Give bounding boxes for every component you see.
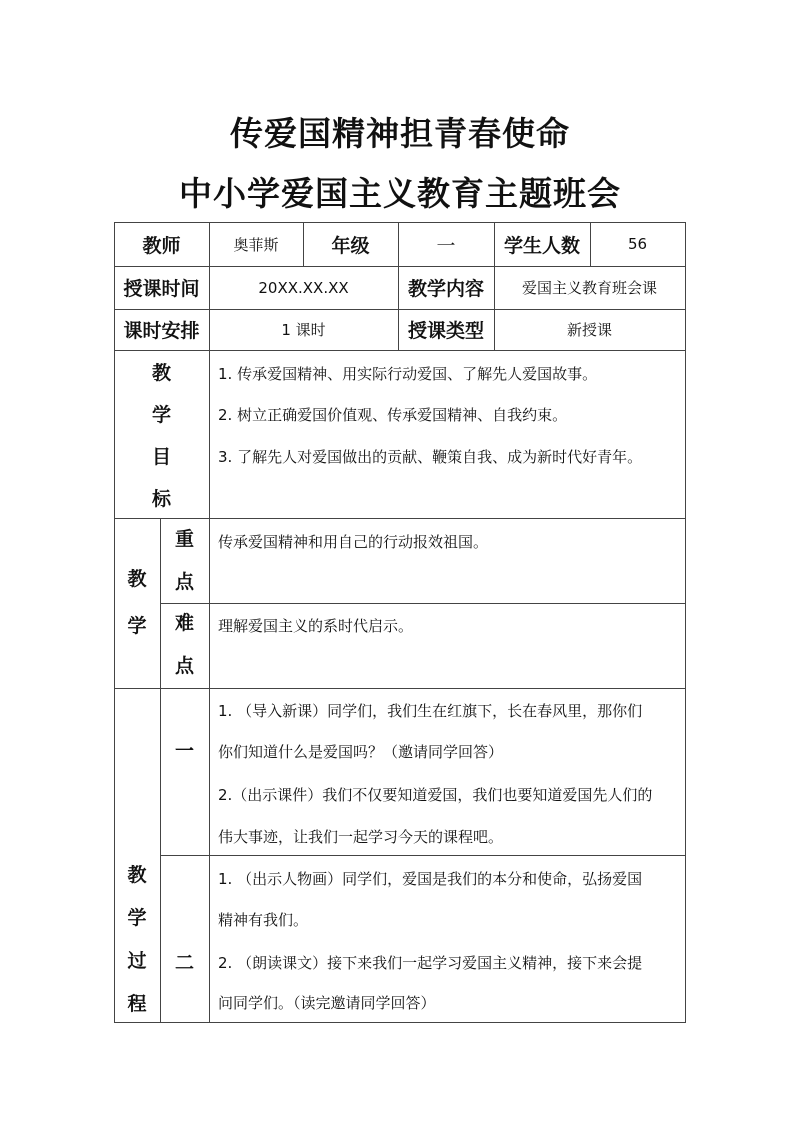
content-value: 爱国主义教育班会课 [521, 279, 657, 297]
time-label: 授课时间 [123, 278, 200, 300]
goals-label-char: 教 [151, 362, 171, 384]
students-value: 56 [627, 235, 648, 253]
grade-label: 年级 [331, 234, 370, 257]
table-line [160, 855, 686, 856]
process-step1-line: 你们知道什么是爱国吗？（邀请同学回答） [218, 743, 504, 761]
key-point-label-char: 重 [174, 528, 194, 550]
type-label: 授课类型 [407, 320, 484, 342]
key-point-label [160, 530, 209, 592]
grade-value: 一 [436, 234, 456, 257]
hours-label: 课时安排 [123, 320, 200, 342]
process-label-char: 程 [127, 993, 147, 1015]
type-value: 新授课 [566, 321, 612, 339]
process-step1-line: 1. （导入新课）同学们，我们生在红旗下，长在春风里，那你们 [218, 702, 643, 720]
table-line [160, 603, 686, 604]
document-title-line2: 中小学爱国主义教育主题班会 [179, 174, 621, 213]
goal-item: 2. 树立正确爱国价值观、传承爱国精神、自我约束。 [218, 406, 568, 424]
process-step2-line: 2. （朗读课文）接下来我们一起学习爱国主义精神，接下来会提 [218, 954, 643, 972]
goals-label-char: 目 [151, 446, 171, 468]
table-line [685, 222, 686, 1023]
process-label-char: 学 [127, 907, 147, 929]
table-line [114, 1022, 686, 1023]
process-label [114, 866, 160, 1014]
process-step2-line: 问同学们。（读完邀请同学回答） [218, 994, 436, 1012]
goals-label-char: 标 [151, 488, 171, 510]
difficult-point-label-char: 难 [174, 612, 194, 634]
process-step2-line: 精神有我们。 [218, 911, 309, 929]
process-step2-line: 1. （出示人物画）同学们，爱国是我们的本分和使命，弘扬爱国 [218, 870, 643, 888]
process-step1-line: 伟大事迹，让我们一起学习今天的课程吧。 [218, 828, 504, 846]
key-point-text: 传承爱国精神和用自己的行动报效祖国。 [218, 533, 489, 551]
process-label-char: 教 [127, 864, 147, 886]
table-line [114, 518, 686, 519]
goal-item: 3. 了解先人对爱国做出的贡献、鞭策自我、成为新时代好青年。 [218, 448, 643, 466]
focus-label-char: 学 [127, 615, 147, 637]
difficult-point-text: 理解爱国主义的系时代启示。 [218, 617, 414, 635]
students-label: 学生人数 [503, 234, 580, 257]
table-line [209, 350, 210, 1022]
document-title-line1: 传爱国精神担青春使命 [230, 114, 570, 153]
process-step2-label: 二 [174, 951, 194, 974]
focus-label [114, 570, 160, 636]
difficult-point-label [160, 614, 209, 676]
teacher-value: 奥菲斯 [233, 235, 279, 254]
process-step1-line: 2.（出示课件）我们不仅要知道爱国，我们也要知道爱国先人们的 [218, 786, 653, 804]
process-step1-label: 一 [174, 739, 194, 762]
goals-label [114, 364, 209, 509]
focus-label-char: 教 [127, 568, 147, 590]
teacher-label: 教师 [142, 234, 181, 257]
key-point-label-char: 点 [174, 571, 194, 593]
table-line [114, 688, 686, 689]
goals-label-char: 学 [151, 404, 171, 426]
content-label: 教学内容 [407, 278, 484, 300]
goal-item: 1. 传承爱国精神、用实际行动爱国、了解先人爱国故事。 [218, 365, 598, 383]
table-line [114, 350, 686, 351]
difficult-point-label-char: 点 [174, 655, 194, 677]
time-value: 20XX.XX.XX [258, 278, 349, 297]
process-label-char: 过 [127, 950, 147, 972]
hours-value: 1 课时 [281, 321, 326, 339]
